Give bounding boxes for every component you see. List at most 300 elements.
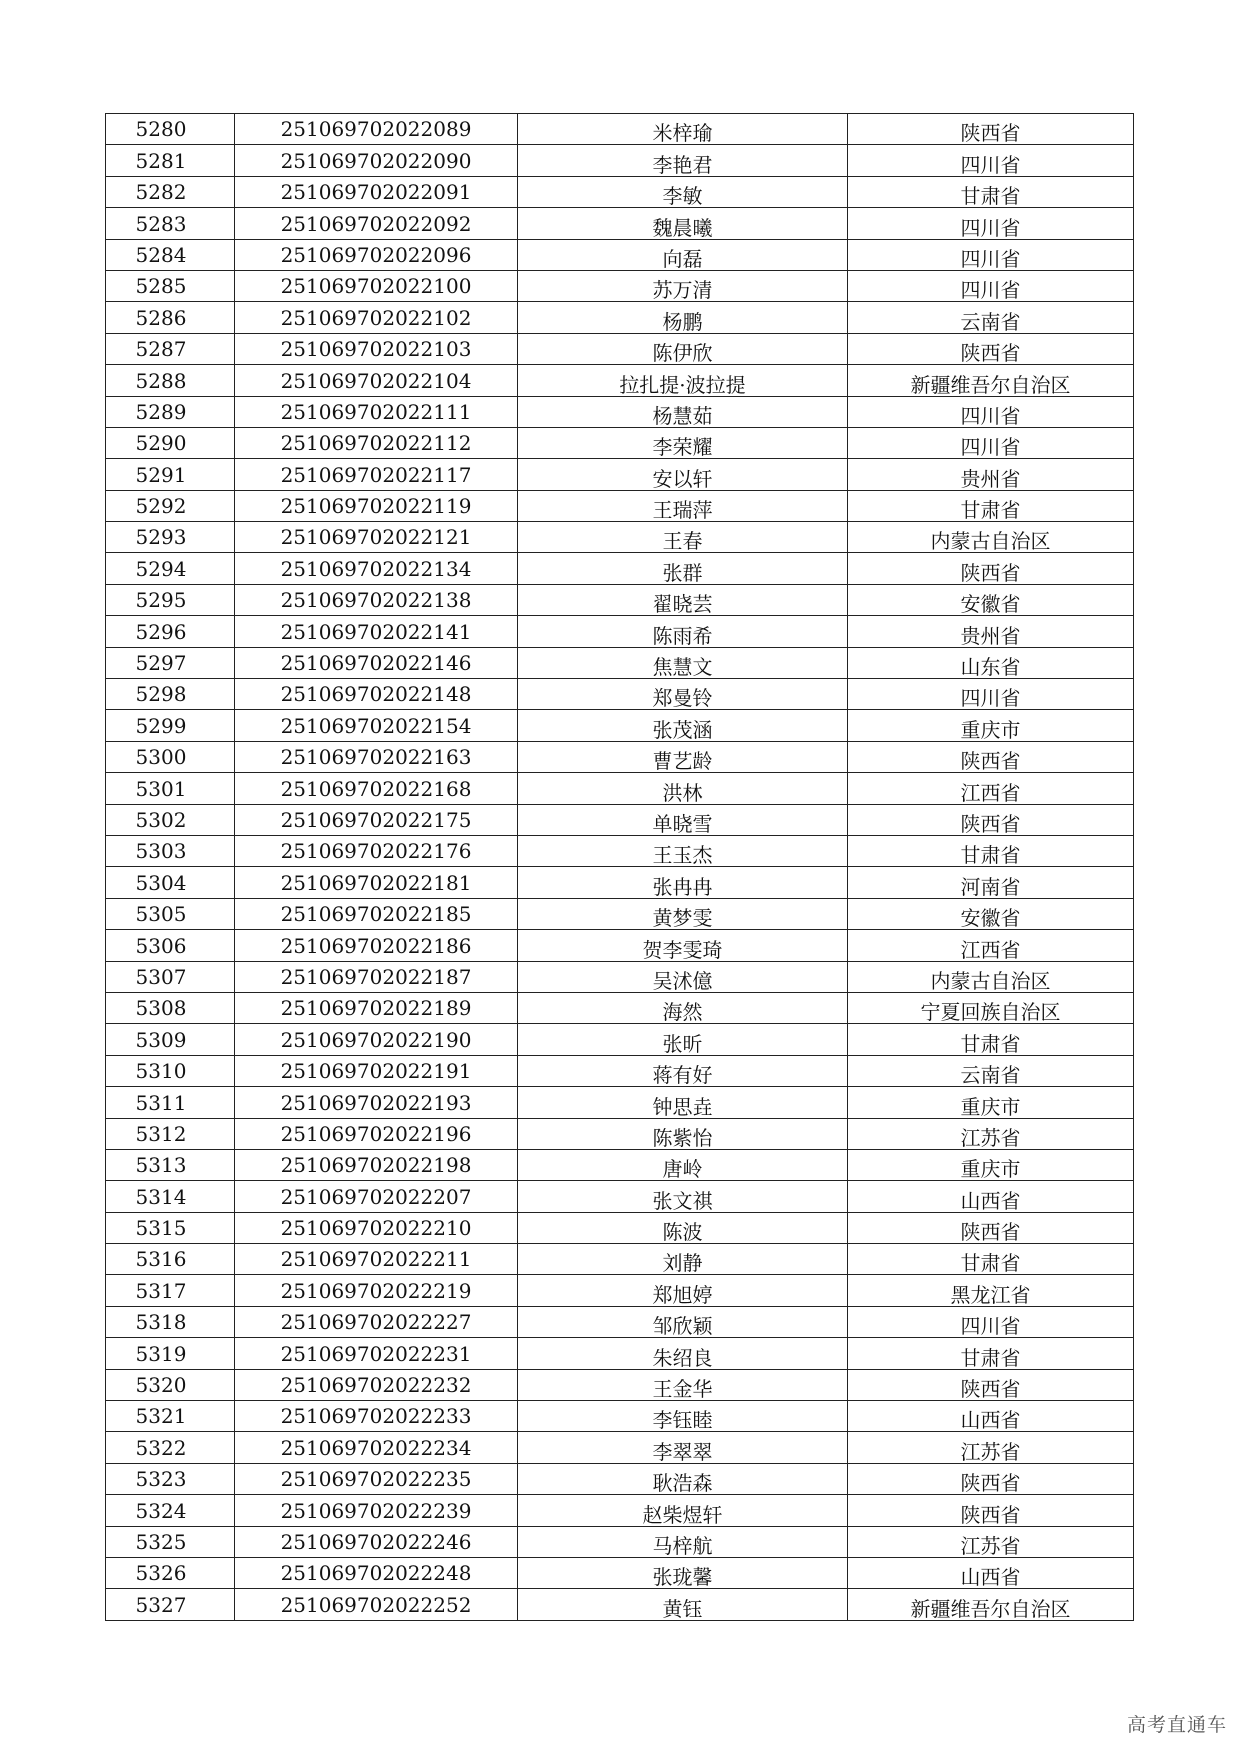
province-cell (848, 710, 1134, 741)
name-cell-text: 张文祺 (652, 1188, 713, 1213)
province-cell-text: 江西省 (960, 937, 1021, 962)
province-cell (848, 1463, 1134, 1494)
province-cell (848, 333, 1134, 364)
row-number-cell (106, 208, 235, 239)
candidate-id-cell-text: 251069702022119 (280, 494, 472, 519)
candidate-id-cell (235, 1401, 518, 1432)
candidate-id-cell-text: 251069702022117 (280, 462, 472, 487)
row-number-cell (106, 239, 235, 270)
row-number-cell (106, 1212, 235, 1243)
name-cell (518, 459, 848, 490)
table-row (106, 365, 1134, 396)
name-cell-text: 翟晓芸 (652, 592, 713, 616)
province-cell (848, 647, 1134, 678)
row-number-cell (106, 1589, 235, 1620)
province-cell (848, 616, 1134, 647)
candidate-id-cell-text: 251069702022121 (280, 525, 472, 550)
watermark-text: 高考直通车 (1126, 1714, 1227, 1736)
name-cell (518, 992, 848, 1023)
candidate-id-cell-text: 251069702022090 (280, 148, 472, 173)
candidate-id-cell-text: 251069702022163 (280, 745, 472, 770)
row-number-cell (106, 961, 235, 992)
province-cell-text: 甘肃省 (960, 843, 1021, 867)
candidate-id-cell-text: 251069702022227 (280, 1310, 472, 1335)
candidate-id-cell-text: 251069702022219 (280, 1278, 472, 1303)
candidate-id-cell-text: 251069702022100 (280, 274, 472, 299)
table-row (106, 1306, 1134, 1337)
row-number-cell (106, 1275, 235, 1306)
row-number-cell-text: 5322 (135, 1435, 187, 1460)
name-cell (518, 145, 848, 176)
province-cell-text: 内蒙古自治区 (930, 968, 1051, 993)
row-number-cell (106, 1181, 235, 1212)
name-cell (518, 679, 848, 710)
row-number-cell (106, 930, 235, 961)
candidate-id-cell (235, 333, 518, 364)
name-cell-text: 杨慧茹 (652, 403, 713, 428)
candidate-id-cell (235, 145, 518, 176)
row-number-cell-text: 5295 (135, 588, 187, 613)
candidate-id-cell (235, 1557, 518, 1588)
candidate-id-cell (235, 898, 518, 929)
name-cell-text: 向磊 (662, 246, 703, 271)
row-number-cell-text: 5294 (135, 556, 187, 581)
name-cell (518, 1306, 848, 1337)
row-number-cell (106, 459, 235, 490)
candidate-id-cell (235, 396, 518, 427)
province-cell (848, 584, 1134, 615)
province-cell (848, 208, 1134, 239)
name-cell (518, 616, 848, 647)
name-cell (518, 584, 848, 615)
name-cell (518, 1369, 848, 1400)
province-cell-text: 江苏省 (960, 1125, 1021, 1150)
name-cell-text: 苏万清 (652, 278, 713, 302)
table-row (106, 270, 1134, 301)
candidate-id-cell (235, 1149, 518, 1180)
candidate-id-cell-text: 251069702022141 (280, 619, 472, 644)
name-cell (518, 239, 848, 270)
name-cell (518, 1212, 848, 1243)
table-row (106, 522, 1134, 553)
table-row (106, 867, 1134, 898)
province-cell (848, 1149, 1134, 1180)
name-cell (518, 930, 848, 961)
candidate-id-cell (235, 1055, 518, 1086)
row-number-cell (106, 1118, 235, 1149)
candidate-id-cell-text: 251069702022232 (280, 1373, 472, 1398)
row-number-cell (106, 365, 235, 396)
name-cell (518, 176, 848, 207)
table-row (106, 1526, 1134, 1557)
name-cell (518, 1275, 848, 1306)
row-number-cell (106, 396, 235, 427)
table-row (106, 679, 1134, 710)
province-cell (848, 679, 1134, 710)
name-cell-text: 唐岭 (662, 1157, 703, 1181)
name-cell (518, 773, 848, 804)
province-cell-text: 四川省 (960, 152, 1021, 177)
row-number-cell (106, 1557, 235, 1588)
row-number-cell (106, 1244, 235, 1275)
candidate-id-cell (235, 176, 518, 207)
name-cell-text: 陈雨希 (652, 623, 713, 648)
name-cell (518, 333, 848, 364)
name-cell (518, 1244, 848, 1275)
candidate-id-cell-text: 251069702022207 (280, 1184, 472, 1209)
candidate-id-cell (235, 1118, 518, 1149)
row-number-cell (106, 616, 235, 647)
province-cell (848, 396, 1134, 427)
row-number-cell (106, 898, 235, 929)
candidate-id-cell (235, 1432, 518, 1463)
province-cell (848, 459, 1134, 490)
table-row (106, 1055, 1134, 1086)
province-cell-text: 陕西省 (960, 1471, 1021, 1495)
row-number-cell-text: 5301 (135, 776, 187, 801)
candidate-id-cell (235, 1087, 518, 1118)
candidate-id-cell-text: 251069702022096 (280, 242, 472, 267)
province-cell-text: 重庆市 (960, 1094, 1021, 1118)
table-row (106, 1557, 1134, 1588)
row-number-cell (106, 1306, 235, 1337)
candidate-id-cell-text: 251069702022112 (280, 431, 472, 456)
name-cell-text: 拉扎提·波拉提 (619, 372, 746, 397)
candidate-id-cell (235, 804, 518, 835)
province-cell (848, 1244, 1134, 1275)
candidate-id-cell-text: 251069702022233 (280, 1404, 472, 1429)
name-cell (518, 396, 848, 427)
candidate-id-cell (235, 930, 518, 961)
candidate-id-cell (235, 1306, 518, 1337)
row-number-cell-text: 5287 (135, 337, 187, 362)
province-cell (848, 427, 1134, 458)
row-number-cell-text: 5321 (135, 1404, 187, 1429)
row-number-cell-text: 5302 (135, 807, 187, 832)
candidate-id-cell (235, 1212, 518, 1243)
name-cell (518, 867, 848, 898)
candidate-id-cell (235, 1275, 518, 1306)
row-number-cell-text: 5307 (135, 964, 187, 989)
name-cell-text: 王金华 (652, 1377, 713, 1401)
name-cell (518, 710, 848, 741)
candidate-id-cell-text: 251069702022102 (280, 305, 472, 330)
province-cell-text: 陕西省 (960, 749, 1021, 773)
candidate-id-cell (235, 427, 518, 458)
name-cell (518, 302, 848, 333)
row-number-cell-text: 5326 (135, 1561, 187, 1586)
candidate-id-cell (235, 647, 518, 678)
province-cell (848, 114, 1134, 145)
candidate-id-cell-text: 251069702022234 (280, 1435, 472, 1460)
candidate-id-cell-text: 251069702022146 (280, 651, 472, 676)
province-cell (848, 1118, 1134, 1149)
row-number-cell-text: 5318 (135, 1310, 187, 1335)
table-row (106, 1275, 1134, 1306)
name-cell-text: 邹欣颖 (652, 1314, 713, 1338)
name-cell-text: 马梓航 (652, 1533, 713, 1558)
name-cell-text: 张群 (662, 560, 703, 585)
name-cell-text: 贺李雯琦 (642, 937, 723, 962)
table-row (106, 616, 1134, 647)
table-row (106, 145, 1134, 176)
table-row (106, 1495, 1134, 1526)
province-cell (848, 1087, 1134, 1118)
table-row (106, 302, 1134, 333)
candidate-id-cell (235, 302, 518, 333)
row-number-cell-text: 5285 (135, 274, 187, 299)
row-number-cell-text: 5296 (135, 619, 187, 644)
table-row (106, 1118, 1134, 1149)
name-cell-text: 郑旭婷 (652, 1282, 713, 1307)
province-cell-text: 安徽省 (960, 592, 1021, 616)
province-cell (848, 1557, 1134, 1588)
row-number-cell-text: 5300 (135, 745, 187, 770)
province-cell-text: 陕西省 (960, 1377, 1021, 1401)
candidate-id-cell (235, 1024, 518, 1055)
name-cell-text: 单晓雪 (652, 811, 713, 836)
name-cell-text: 郑曼铃 (652, 686, 713, 710)
candidate-id-cell-text: 251069702022148 (280, 682, 472, 707)
name-cell (518, 1526, 848, 1557)
province-cell (848, 898, 1134, 929)
row-number-cell (106, 835, 235, 866)
province-cell (848, 741, 1134, 772)
candidate-id-cell (235, 992, 518, 1023)
candidate-id-cell (235, 239, 518, 270)
province-cell (848, 1055, 1134, 1086)
name-cell-text: 张冉冉 (652, 874, 713, 899)
name-cell-text: 王瑞萍 (652, 498, 713, 522)
candidate-id-cell-text: 251069702022134 (280, 556, 472, 581)
candidate-id-cell-text: 251069702022154 (280, 713, 472, 738)
row-number-cell (106, 1369, 235, 1400)
table-row (106, 333, 1134, 364)
name-cell (518, 1087, 848, 1118)
candidate-id-cell (235, 1338, 518, 1369)
candidate-id-cell-text: 251069702022103 (280, 337, 472, 362)
candidate-id-cell (235, 522, 518, 553)
province-cell (848, 365, 1134, 396)
row-number-cell-text: 5327 (135, 1592, 187, 1617)
row-number-cell-text: 5304 (135, 870, 187, 895)
row-number-cell-text: 5298 (135, 682, 187, 707)
province-cell (848, 835, 1134, 866)
province-cell-text: 山西省 (960, 1188, 1021, 1213)
province-cell (848, 1181, 1134, 1212)
row-number-cell (106, 553, 235, 584)
province-cell-text: 四川省 (960, 246, 1021, 271)
row-number-cell-text: 5290 (135, 431, 187, 456)
candidate-id-cell-text: 251069702022175 (280, 807, 472, 832)
name-cell-text: 安以轩 (652, 466, 713, 491)
row-number-cell (106, 1149, 235, 1180)
province-cell (848, 804, 1134, 835)
table-row (106, 584, 1134, 615)
row-number-cell-text: 5288 (135, 368, 187, 393)
name-cell-text: 李钰睦 (652, 1408, 713, 1432)
candidate-id-cell-text: 251069702022138 (280, 588, 472, 613)
row-number-cell (106, 1087, 235, 1118)
name-cell-text: 黄钰 (662, 1596, 703, 1621)
table-row (106, 961, 1134, 992)
table-row (106, 1087, 1134, 1118)
province-cell-text: 江苏省 (960, 1533, 1021, 1558)
name-cell (518, 898, 848, 929)
row-number-cell-text: 5297 (135, 651, 187, 676)
province-cell (848, 176, 1134, 207)
province-cell-text: 贵州省 (960, 466, 1021, 491)
row-number-cell-text: 5283 (135, 211, 187, 236)
province-cell-text: 四川省 (960, 435, 1021, 459)
table-row (106, 1244, 1134, 1275)
name-cell-text: 黄梦雯 (652, 906, 713, 930)
candidate-id-cell (235, 835, 518, 866)
province-cell (848, 867, 1134, 898)
name-cell (518, 270, 848, 301)
candidate-id-cell (235, 459, 518, 490)
candidate-id-cell-text: 251069702022187 (280, 964, 472, 989)
name-cell (518, 1463, 848, 1494)
province-cell-text: 陕西省 (960, 341, 1021, 365)
province-cell-text: 甘肃省 (960, 498, 1021, 522)
table-row (106, 239, 1134, 270)
name-cell (518, 1149, 848, 1180)
name-cell (518, 522, 848, 553)
province-cell-text: 甘肃省 (960, 1031, 1021, 1056)
row-number-cell (106, 1463, 235, 1494)
name-cell-text: 陈波 (662, 1220, 703, 1244)
table-row (106, 1181, 1134, 1212)
candidate-id-cell (235, 741, 518, 772)
candidate-id-cell-text: 251069702022191 (280, 1059, 472, 1084)
province-cell-text: 陕西省 (960, 1220, 1021, 1244)
candidate-id-cell-text: 251069702022190 (280, 1027, 472, 1052)
name-cell (518, 647, 848, 678)
name-cell-text: 蒋有好 (652, 1063, 713, 1087)
candidate-id-cell (235, 773, 518, 804)
table-row (106, 1463, 1134, 1494)
candidate-id-cell (235, 490, 518, 521)
candidate-id-cell (235, 1463, 518, 1494)
table-row (106, 1212, 1134, 1243)
row-number-cell (106, 427, 235, 458)
name-cell-text: 王玉杰 (652, 843, 713, 867)
name-cell-text: 李艳君 (652, 152, 713, 177)
row-number-cell-text: 5324 (135, 1498, 187, 1523)
name-cell (518, 553, 848, 584)
province-cell-text: 山东省 (960, 655, 1021, 679)
candidate-id-cell (235, 553, 518, 584)
row-number-cell-text: 5293 (135, 525, 187, 550)
candidate-id-cell (235, 208, 518, 239)
name-cell (518, 804, 848, 835)
name-cell-text: 李荣耀 (652, 435, 713, 459)
province-cell-text: 黑龙江省 (950, 1282, 1031, 1307)
row-number-cell (106, 584, 235, 615)
row-number-cell (106, 992, 235, 1023)
table-row (106, 898, 1134, 929)
candidate-id-cell-text: 251069702022176 (280, 839, 472, 864)
candidate-id-cell-text: 251069702022210 (280, 1216, 472, 1241)
row-number-cell (106, 176, 235, 207)
province-cell (848, 239, 1134, 270)
row-number-cell-text: 5314 (135, 1184, 187, 1209)
province-cell-text: 甘肃省 (960, 1251, 1021, 1275)
row-number-cell-text: 5320 (135, 1373, 187, 1398)
province-cell-text: 甘肃省 (960, 1345, 1021, 1370)
row-number-cell-text: 5317 (135, 1278, 187, 1303)
province-cell (848, 961, 1134, 992)
name-cell-text: 海然 (662, 1000, 703, 1024)
table-row (106, 427, 1134, 458)
name-cell (518, 208, 848, 239)
province-cell (848, 270, 1134, 301)
name-cell-text: 陈伊欣 (652, 341, 713, 365)
table-row (106, 804, 1134, 835)
name-cell (518, 835, 848, 866)
candidate-id-cell-text: 251069702022248 (280, 1561, 472, 1586)
province-cell-text: 四川省 (960, 403, 1021, 428)
province-cell (848, 1589, 1134, 1620)
name-cell-text: 赵柴煜轩 (642, 1502, 723, 1527)
name-cell (518, 365, 848, 396)
name-cell (518, 1055, 848, 1086)
province-cell-text: 江西省 (960, 780, 1021, 805)
province-cell-text: 陕西省 (960, 811, 1021, 836)
candidate-id-cell (235, 1244, 518, 1275)
province-cell-text: 重庆市 (960, 1157, 1021, 1181)
row-number-cell-text: 5319 (135, 1341, 187, 1366)
province-cell (848, 302, 1134, 333)
candidate-id-cell-text: 251069702022111 (280, 399, 472, 424)
row-number-cell (106, 741, 235, 772)
table-row (106, 1338, 1134, 1369)
row-number-cell (106, 302, 235, 333)
table-row (106, 1024, 1134, 1055)
candidate-id-cell-text: 251069702022235 (280, 1467, 472, 1492)
province-cell-text: 四川省 (960, 278, 1021, 302)
candidate-id-cell-text: 251069702022168 (280, 776, 472, 801)
table-row (106, 1432, 1134, 1463)
province-cell-text: 内蒙古自治区 (930, 529, 1051, 553)
province-cell (848, 1401, 1134, 1432)
province-cell (848, 1212, 1134, 1243)
name-cell-text: 吴沭億 (652, 968, 713, 993)
table-row (106, 930, 1134, 961)
province-cell (848, 1275, 1134, 1306)
province-cell-text: 河南省 (960, 874, 1021, 899)
province-cell (848, 490, 1134, 521)
candidate-id-cell (235, 365, 518, 396)
name-cell (518, 741, 848, 772)
candidate-id-cell (235, 679, 518, 710)
candidate-id-cell-text: 251069702022193 (280, 1090, 472, 1115)
province-cell-text: 云南省 (960, 1063, 1021, 1087)
row-number-cell (106, 647, 235, 678)
row-number-cell-text: 5303 (135, 839, 187, 864)
table-row (106, 396, 1134, 427)
table-row (106, 710, 1134, 741)
name-cell (518, 1401, 848, 1432)
candidate-id-cell (235, 710, 518, 741)
candidate-id-cell (235, 1589, 518, 1620)
table-row (106, 741, 1134, 772)
row-number-cell-text: 5306 (135, 933, 187, 958)
row-number-cell (106, 333, 235, 364)
row-number-cell (106, 145, 235, 176)
table-row (106, 1149, 1134, 1180)
